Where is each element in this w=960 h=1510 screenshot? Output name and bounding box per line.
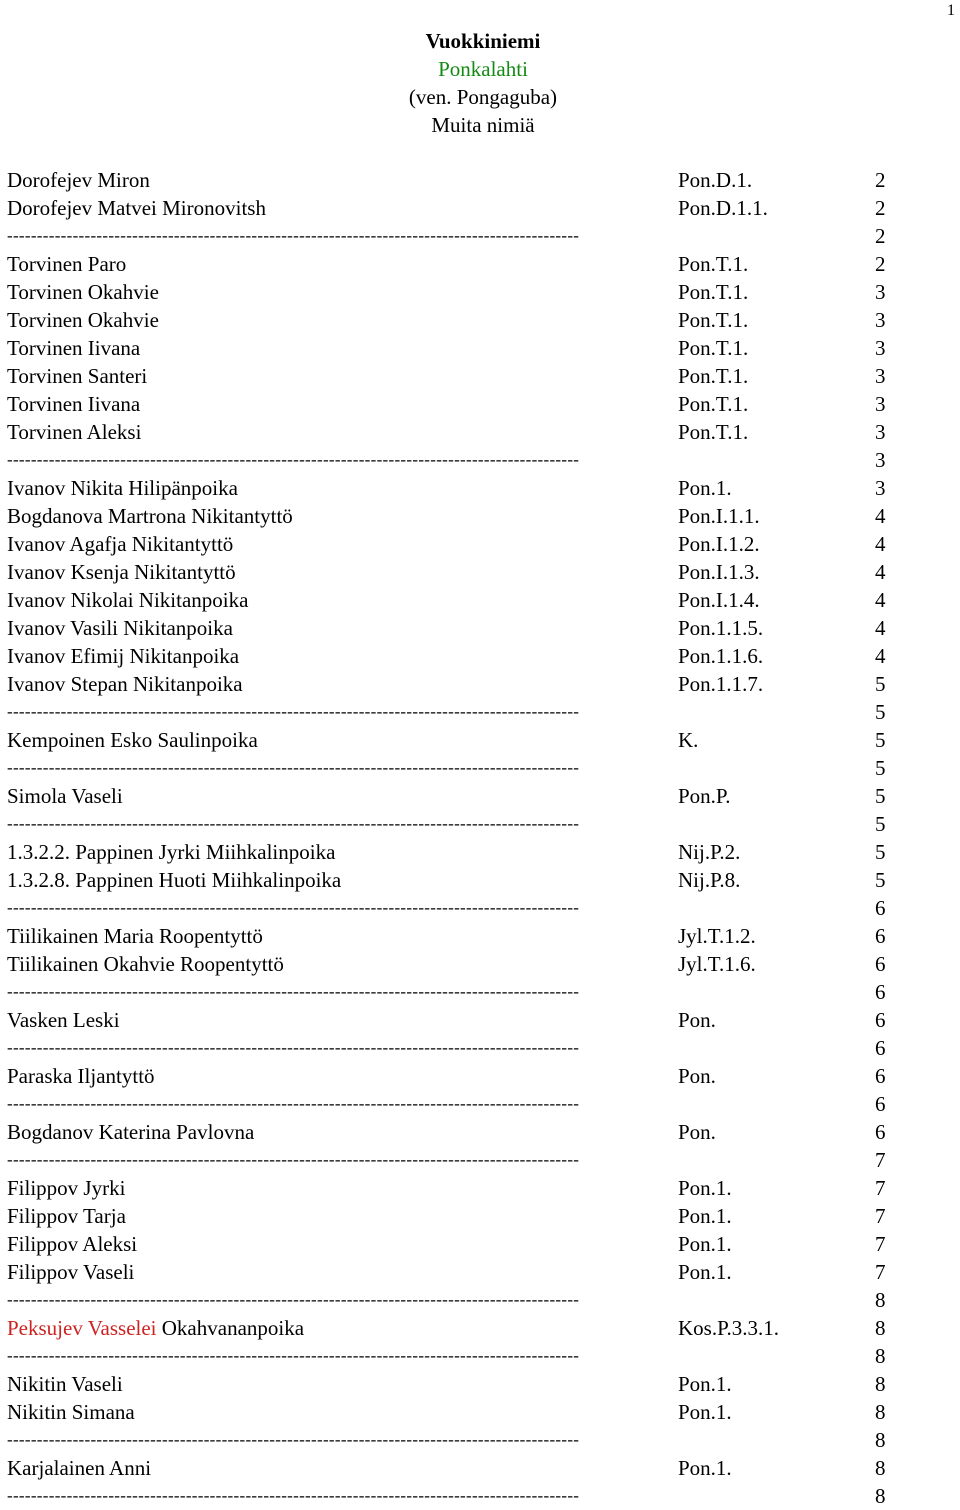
entry-code: Pon.T.1. bbox=[678, 308, 749, 332]
alternate-name: (ven. Pongaguba) bbox=[408, 85, 558, 109]
entry-name: Torvinen Okahvie bbox=[7, 308, 159, 332]
entry-page: 5 bbox=[875, 728, 886, 752]
index-entry bbox=[7, 1202, 907, 1230]
document-title: Vuokkiniemi bbox=[425, 29, 541, 53]
entry-name: Ivanov Nikita Hilipänpoika bbox=[7, 476, 238, 500]
entry-name: Torvinen Okahvie bbox=[7, 280, 159, 304]
entry-code: Pon. bbox=[678, 1008, 716, 1032]
entry-page: 6 bbox=[875, 1120, 886, 1144]
entry-code: Pon.1.1.6. bbox=[678, 644, 764, 668]
separator-line: ------------------------------------------------------------------------------------------------ bbox=[7, 1094, 580, 1113]
entry-page: 6 bbox=[875, 1092, 886, 1116]
separator-line: ------------------------------------------------------------------------------------------------ bbox=[7, 702, 580, 721]
entry-code: Pon.1. bbox=[678, 1176, 732, 1200]
entry-code: Pon. bbox=[678, 1120, 716, 1144]
index-entry bbox=[7, 642, 907, 670]
entry-name: Nikitin Simana bbox=[7, 1400, 135, 1424]
entry-code: Nij.P.8. bbox=[678, 868, 741, 892]
entry-name: Simola Vaseli bbox=[7, 784, 123, 808]
separator-line: ------------------------------------------------------------------------------------------------ bbox=[7, 898, 580, 917]
entry-code: Pon.T.1. bbox=[678, 364, 749, 388]
entry-name: Dorofejev Matvei Mironovitsh bbox=[7, 196, 266, 220]
entry-page: 5 bbox=[875, 700, 886, 724]
index-entry bbox=[7, 586, 907, 614]
index-entry bbox=[7, 782, 907, 810]
entry-code: Pon.T.1. bbox=[678, 280, 749, 304]
index-entry bbox=[7, 278, 907, 306]
entry-page: 3 bbox=[875, 364, 886, 388]
separator-row bbox=[7, 810, 907, 838]
separator-line: ------------------------------------------------------------------------------------------------ bbox=[7, 1150, 580, 1169]
entry-name: Tiilikainen Okahvie Roopentyttö bbox=[7, 952, 284, 976]
entry-page: 7 bbox=[875, 1232, 886, 1256]
entry-page: 4 bbox=[875, 644, 886, 668]
separator-row bbox=[7, 1034, 907, 1062]
separator-row bbox=[7, 698, 907, 726]
entry-code: K. bbox=[678, 728, 699, 752]
entry-page: 6 bbox=[875, 924, 886, 948]
entry-name: Kempoinen Esko Saulinpoika bbox=[7, 728, 258, 752]
entry-page: 2 bbox=[875, 196, 886, 220]
entry-code: Pon.1. bbox=[678, 1232, 732, 1256]
entry-page: 8 bbox=[875, 1316, 886, 1340]
entry-page: 4 bbox=[875, 616, 886, 640]
entry-name: Ivanov Nikolai Nikitanpoika bbox=[7, 588, 249, 612]
entry-page: 8 bbox=[875, 1372, 886, 1396]
entry-page: 5 bbox=[875, 756, 886, 780]
entry-page: 3 bbox=[875, 336, 886, 360]
entry-name: 1.3.2.2. Pappinen Jyrki Miihkalinpoika bbox=[7, 840, 336, 864]
entry-code: Pon.I.1.1. bbox=[678, 504, 760, 528]
entry-page: 3 bbox=[875, 280, 886, 304]
name-index-list bbox=[7, 166, 907, 1510]
index-entry bbox=[7, 1062, 907, 1090]
separator-row bbox=[7, 1146, 907, 1174]
index-entry bbox=[7, 670, 907, 698]
index-entry bbox=[7, 250, 907, 278]
entry-code: Pon.T.1. bbox=[678, 252, 749, 276]
separator-row bbox=[7, 978, 907, 1006]
entry-page: 7 bbox=[875, 1204, 886, 1228]
entry-name-highlight: Peksujev Vasselei bbox=[7, 1316, 157, 1340]
entry-code: Pon.I.1.2. bbox=[678, 532, 760, 556]
document-subtitle: Ponkalahti bbox=[438, 57, 528, 81]
separator-line: ------------------------------------------------------------------------------------------------ bbox=[7, 1346, 580, 1365]
entry-name: Ivanov Agafja Nikitantyttö bbox=[7, 532, 234, 556]
separator-row bbox=[7, 1426, 907, 1454]
index-entry bbox=[7, 1006, 907, 1034]
index-entry bbox=[7, 922, 907, 950]
section-heading: Muita nimiä bbox=[431, 113, 535, 137]
index-entry bbox=[7, 306, 907, 334]
separator-line: ------------------------------------------------------------------------------------------------ bbox=[7, 758, 580, 777]
index-entry bbox=[7, 726, 907, 754]
index-entry bbox=[7, 418, 907, 446]
entry-page: 8 bbox=[875, 1428, 886, 1452]
entry-name: Ivanov Stepan Nikitanpoika bbox=[7, 672, 243, 696]
entry-code: Pon.P. bbox=[678, 784, 731, 808]
entry-code: Pon.T.1. bbox=[678, 336, 749, 360]
entry-code: Pon.1.1.5. bbox=[678, 616, 764, 640]
document-header bbox=[383, 27, 583, 139]
entry-page: 3 bbox=[875, 476, 886, 500]
index-entry bbox=[7, 1398, 907, 1426]
entry-name: Torvinen Aleksi bbox=[7, 420, 142, 444]
separator-line: ------------------------------------------------------------------------------------------------ bbox=[7, 814, 580, 833]
entry-page: 6 bbox=[875, 896, 886, 920]
entry-page: 8 bbox=[875, 1484, 886, 1508]
index-entry bbox=[7, 166, 907, 194]
entry-name: Torvinen Santeri bbox=[7, 364, 148, 388]
entry-code: Nij.P.2. bbox=[678, 840, 741, 864]
entry-page: 4 bbox=[875, 532, 886, 556]
entry-name: Filippov Aleksi bbox=[7, 1232, 138, 1256]
index-entry bbox=[7, 1118, 907, 1146]
entry-name: Filippov Vaseli bbox=[7, 1260, 135, 1284]
entry-code: Pon.1. bbox=[678, 476, 732, 500]
entry-code: Pon. bbox=[678, 1064, 716, 1088]
index-entry bbox=[7, 1454, 907, 1482]
entry-code: Jyl.T.1.6. bbox=[678, 952, 756, 976]
index-entry bbox=[7, 194, 907, 222]
separator-line: ------------------------------------------------------------------------------------------------ bbox=[7, 982, 580, 1001]
entry-name: Tiilikainen Maria Roopentyttö bbox=[7, 924, 263, 948]
index-entry bbox=[7, 502, 907, 530]
index-entry bbox=[7, 334, 907, 362]
index-entry bbox=[7, 530, 907, 558]
entry-code: Pon.1. bbox=[678, 1372, 732, 1396]
separator-row bbox=[7, 1342, 907, 1370]
entry-page: 2 bbox=[875, 224, 886, 248]
entry-code: Pon.1. bbox=[678, 1400, 732, 1424]
index-entry bbox=[7, 1230, 907, 1258]
index-entry bbox=[7, 362, 907, 390]
index-entry bbox=[7, 1314, 907, 1342]
separator-line: ------------------------------------------------------------------------------------------------ bbox=[7, 1038, 580, 1057]
entry-name: Filippov Tarja bbox=[7, 1204, 126, 1228]
separator-row bbox=[7, 446, 907, 474]
entry-page: 5 bbox=[875, 784, 886, 808]
entry-code: Pon.T.1. bbox=[678, 392, 749, 416]
entry-name-rest: Okahvananpoika bbox=[156, 1316, 305, 1340]
entry-page: 3 bbox=[875, 420, 886, 444]
separator-line: ------------------------------------------------------------------------------------------------ bbox=[7, 1290, 580, 1309]
entry-name: Ivanov Efimij Nikitanpoika bbox=[7, 644, 240, 668]
index-entry bbox=[7, 614, 907, 642]
entry-code: Pon.1. bbox=[678, 1204, 732, 1228]
index-entry bbox=[7, 838, 907, 866]
entry-name: Torvinen Iivana bbox=[7, 336, 141, 360]
entry-code: Pon.D.1.1. bbox=[678, 196, 768, 220]
entry-page: 4 bbox=[875, 504, 886, 528]
entry-page: 3 bbox=[875, 448, 886, 472]
entry-page: 6 bbox=[875, 1036, 886, 1060]
entry-page: 3 bbox=[875, 308, 886, 332]
entry-code: Pon.T.1. bbox=[678, 420, 749, 444]
separator-row bbox=[7, 1090, 907, 1118]
entry-page: 7 bbox=[875, 1176, 886, 1200]
page-number: 1 bbox=[947, 2, 955, 19]
entry-page: 4 bbox=[875, 560, 886, 584]
entry-page: 7 bbox=[875, 1260, 886, 1284]
separator-line: ------------------------------------------------------------------------------------------------ bbox=[7, 226, 580, 245]
entry-page: 7 bbox=[875, 1148, 886, 1172]
separator-row bbox=[7, 1286, 907, 1314]
entry-code: Pon.1. bbox=[678, 1456, 732, 1480]
entry-page: 6 bbox=[875, 980, 886, 1004]
entry-name: Bogdanova Martrona Nikitantyttö bbox=[7, 504, 293, 528]
separator-row bbox=[7, 222, 907, 250]
entry-page: 5 bbox=[875, 840, 886, 864]
entry-name: Ivanov Vasili Nikitanpoika bbox=[7, 616, 233, 640]
entry-code: Kos.P.3.3.1. bbox=[678, 1316, 779, 1340]
entry-name: Filippov Jyrki bbox=[7, 1176, 126, 1200]
entry-page: 8 bbox=[875, 1344, 886, 1368]
entry-code: Pon.D.1. bbox=[678, 168, 753, 192]
entry-name: Karjalainen Anni bbox=[7, 1456, 152, 1480]
entry-name: Paraska Iljantyttö bbox=[7, 1064, 155, 1088]
entry-page: 5 bbox=[875, 812, 886, 836]
separator-row bbox=[7, 754, 907, 782]
entry-page: 6 bbox=[875, 952, 886, 976]
index-entry bbox=[7, 558, 907, 586]
index-entry bbox=[7, 950, 907, 978]
entry-name: Bogdanov Katerina Pavlovna bbox=[7, 1120, 255, 1144]
entry-page: 5 bbox=[875, 868, 886, 892]
entry-page: 6 bbox=[875, 1008, 886, 1032]
index-entry bbox=[7, 866, 907, 894]
entry-page: 2 bbox=[875, 252, 886, 276]
entry-code: Pon.1.1.7. bbox=[678, 672, 764, 696]
entry-code: Pon.I.1.4. bbox=[678, 588, 760, 612]
entry-page: 8 bbox=[875, 1456, 886, 1480]
index-entry bbox=[7, 1258, 907, 1286]
entry-code: Pon.I.1.3. bbox=[678, 560, 760, 584]
entry-page: 2 bbox=[875, 168, 886, 192]
separator-row bbox=[7, 894, 907, 922]
index-entry bbox=[7, 474, 907, 502]
entry-code: Pon.1. bbox=[678, 1260, 732, 1284]
index-entry bbox=[7, 1370, 907, 1398]
separator-line: ------------------------------------------------------------------------------------------------ bbox=[7, 450, 580, 469]
entry-name: Torvinen Paro bbox=[7, 252, 127, 276]
index-entry bbox=[7, 1174, 907, 1202]
separator-line: ------------------------------------------------------------------------------------------------ bbox=[7, 1486, 580, 1505]
entry-page: 8 bbox=[875, 1288, 886, 1312]
entry-name: Vasken Leski bbox=[7, 1008, 120, 1032]
entry-page: 3 bbox=[875, 392, 886, 416]
entry-name: Torvinen Iivana bbox=[7, 392, 141, 416]
entry-page: 5 bbox=[875, 672, 886, 696]
entry-page: 8 bbox=[875, 1400, 886, 1424]
entry-name: Nikitin Vaseli bbox=[7, 1372, 123, 1396]
entry-name: 1.3.2.8. Pappinen Huoti Miihkalinpoika bbox=[7, 868, 342, 892]
entry-code: Jyl.T.1.2. bbox=[678, 924, 756, 948]
entry-name: Ivanov Ksenja Nikitantyttö bbox=[7, 560, 236, 584]
entry-name: Dorofejev Miron bbox=[7, 168, 150, 192]
separator-line: ------------------------------------------------------------------------------------------------ bbox=[7, 1430, 580, 1449]
index-entry bbox=[7, 390, 907, 418]
entry-page: 6 bbox=[875, 1064, 886, 1088]
entry-page: 4 bbox=[875, 588, 886, 612]
entry-name bbox=[7, 1314, 304, 1342]
